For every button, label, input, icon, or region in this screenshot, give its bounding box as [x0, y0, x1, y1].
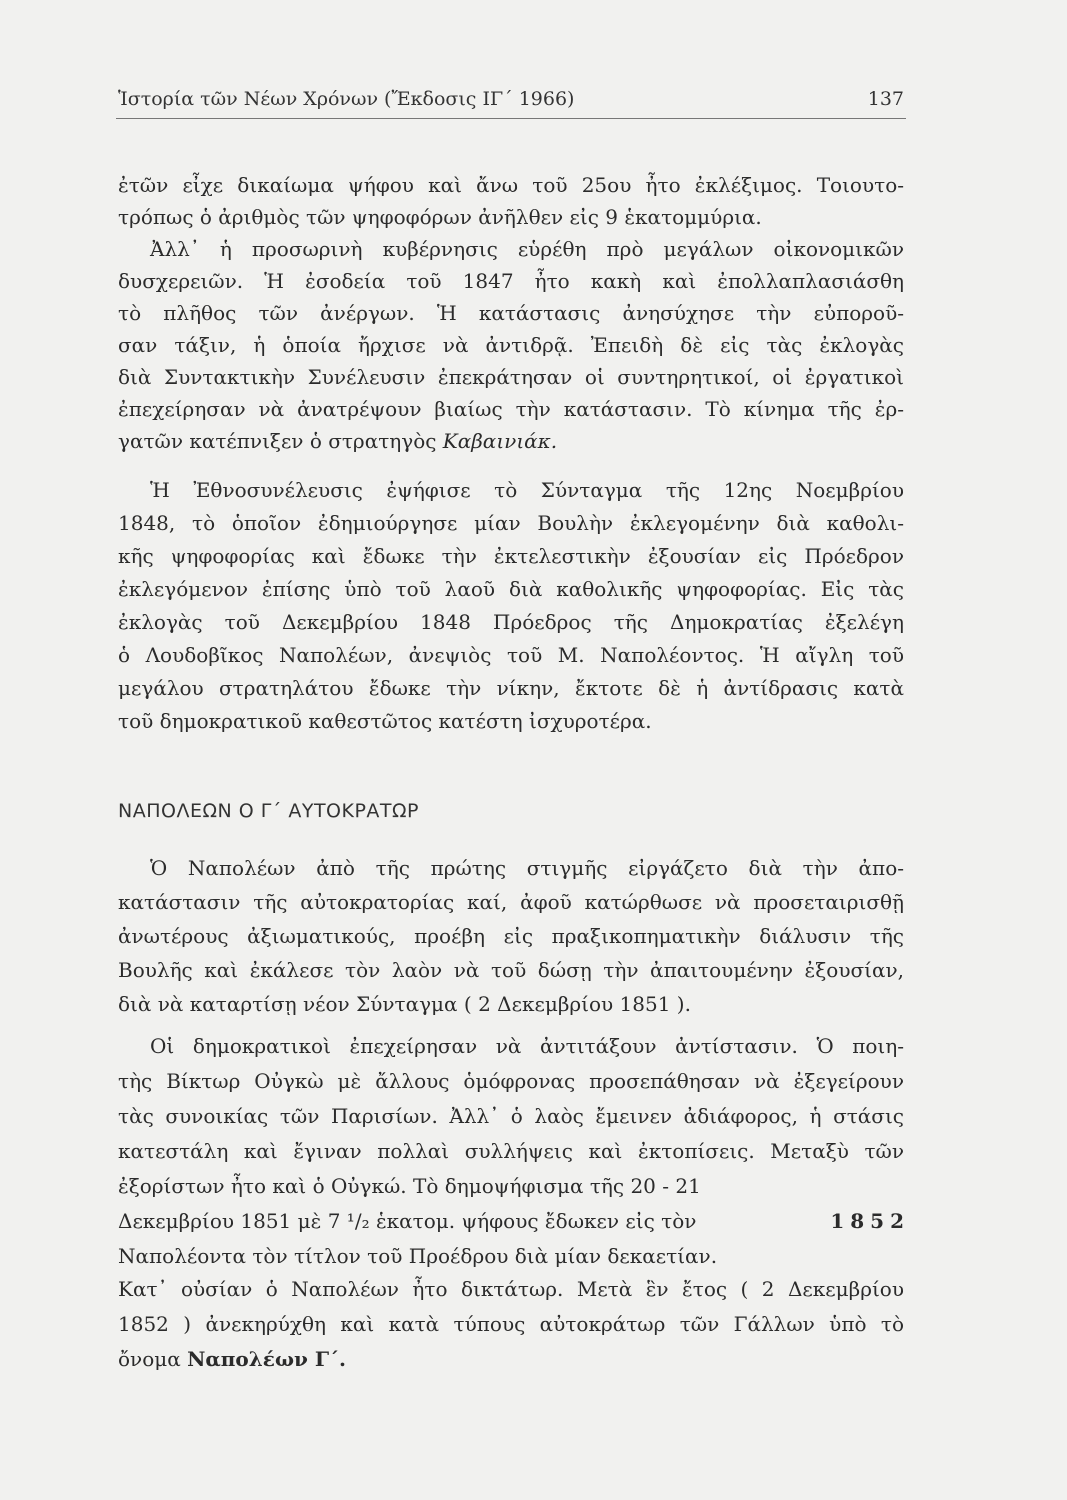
- text-fragment: Δεκεμβρίου 1851 μὲ 7 ¹/₂ ἑκατομ. ψήφους ἔδωκεν εἰς τὸν: [118, 1209, 697, 1233]
- text-line: 1852 ) ἀνεκηρύχθη καὶ κατὰ τύπους αὐτοκράτωρ τῶν Γάλλων ὑπὸ τὸ: [118, 1312, 904, 1336]
- text-line: κατάστασιν τῆς αὐτοκρατορίας καί, ἀφοῦ κατώρθωσε νὰ προσεταιρισθῇ: [118, 890, 904, 914]
- page-number: 137: [867, 88, 904, 110]
- text-line: τοῦ δημοκρατικοῦ καθεστῶτος κατέστη ἰσχυροτέρα.: [118, 709, 652, 733]
- text-line: διὰ Συντακτικὴν Συνέλευσιν ἐπεκράτησαν οἱ συντηρητικοί, οἱ ἐργατικοὶ: [118, 365, 904, 389]
- text-line: μεγάλου στρατηλάτου ἔδωκε τὴν νίκην, ἔκτοτε δὲ ἡ ἀντίδρασις κατὰ: [118, 676, 904, 700]
- text-line: Βουλῆς καὶ ἐκάλεσε τὸν λαὸν νὰ τοῦ δώσῃ τὴν ἀπαιτουμένην ἐξουσίαν,: [118, 958, 904, 982]
- text-line: ἀνωτέρους ἀξιωματικούς, προέβη εἰς πραξικοπηματικὴν διάλυσιν τῆς: [118, 924, 904, 948]
- text-line: Ἡ Ἐθνοσυνέλευσις ἐψήφισε τὸ Σύνταγμα τῆς 12ης Νοεμβρίου: [150, 478, 904, 502]
- header-rule: [116, 118, 906, 119]
- text-line: ὁ Λουδοβῖκος Ναπολέων, ἀνεψιὸς τοῦ Μ. Ναπολέοντος. Ἡ αἴγλη τοῦ: [118, 643, 904, 667]
- text-line: [118, 1206, 910, 1236]
- text-line: κατεστάλη καὶ ἔγιναν πολλαὶ συλλήψεις καὶ ἐκτοπίσεις. Μεταξὺ τῶν: [118, 1139, 904, 1163]
- text-line: ἐξορίστων ἦτο καὶ ὁ Οὐγκώ. Τὸ δημοψήφισμα τῆς 20 - 21: [118, 1174, 701, 1198]
- text-line: δυσχερειῶν. Ἡ ἐσοδεία τοῦ 1847 ἦτο κακὴ καὶ ἐπολλαπλασιάσθη: [118, 269, 904, 293]
- text-line: τὸ πλῆθος τῶν ἀνέργων. Ἡ κατάστασις ἀνησύχησε τὴν εὐποροῦ-: [118, 301, 904, 325]
- text-line: διὰ νὰ καταρτίσῃ νέον Σύνταγμα ( 2 Δεκεμβρίου 1851 ).: [118, 992, 691, 1016]
- text-line: κῆς ψηφοφορίας καὶ ἔδωκε τὴν ἐκτελεστικὴν ἐξουσίαν εἰς Πρόεδρον: [118, 544, 904, 568]
- text-line: τὴς Βίκτωρ Οὐγκὼ μὲ ἄλλους ὁμόφρονας προσεπάθησαν νὰ ἐξεγείρουν: [118, 1069, 904, 1093]
- text-line: Κατ᾽ οὐσίαν ὁ Ναπολέων ἦτο δικτάτωρ. Μετὰ ἓν ἔτος ( 2 Δεκεμβρίου: [118, 1277, 904, 1301]
- text-fragment: γατῶν κατέπνιξεν ὁ στρατηγὸς: [118, 429, 437, 453]
- text-line: Ὁ Ναπολέων ἀπὸ τῆς πρώτης στιγμῆς εἰργάζετο διὰ τὴν ἀπο-: [150, 856, 904, 880]
- text-line: ἐκλεγόμενον ἐπίσης ὑπὸ τοῦ λαοῦ διὰ καθολικῆς ψηφοφορίας. Εἰς τὰς: [118, 577, 904, 601]
- margin-year: 1852: [830, 1209, 910, 1233]
- running-head-title: Ἱστορία τῶν Νέων Χρόνων (Ἔκδοσις ΙΓ΄ 1966): [118, 88, 575, 110]
- text-line: Ἀλλ᾽ ἡ προσωρινὴ κυβέρνησις εὑρέθη πρὸ μεγάλων οἰκονομικῶν: [150, 237, 904, 261]
- text-line: ἐπεχείρησαν νὰ ἀνατρέψουν βιαίως τὴν κατάστασιν. Τὸ κίνημα τῆς ἐρ-: [118, 397, 904, 421]
- running-head: [118, 86, 904, 112]
- text-line: 1848, τὸ ὁποῖον ἐδημιούργησε μίαν Βουλὴν ἐκλεγομένην διὰ καθολι-: [118, 511, 904, 535]
- text-line: Ναπολέοντα τὸν τίτλον τοῦ Προέδρου διὰ μίαν δεκαετίαν.: [118, 1244, 718, 1268]
- text-line: [118, 426, 904, 456]
- text-line: τρόπως ὁ ἀριθμὸς τῶν ψηφοφόρων ἀνῆλθεν εἰς 9 ἑκατομμύρια.: [118, 205, 762, 229]
- text-fragment: ὄνομα: [118, 1347, 181, 1371]
- text-line: σαν τάξιν, ἡ ὁποία ἤρχισε νὰ ἀντιδρᾷ. Ἐπειδὴ δὲ εἰς τὰς ἐκλογὰς: [118, 333, 904, 357]
- emperor-name: Ναπολέων Γ΄.: [187, 1347, 346, 1371]
- text-line: [118, 1344, 904, 1374]
- text-line: τὰς συνοικίας τῶν Παρισίων. Ἀλλ᾽ ὁ λαὸς ἔμεινεν ἀδιάφορος, ἡ στάσις: [118, 1104, 904, 1128]
- text-line: ἐκλογὰς τοῦ Δεκεμβρίου 1848 Πρόεδρος τῆς Δημοκρατίας ἐξελέγη: [118, 610, 904, 634]
- text-line: Οἱ δημοκρατικοὶ ἐπεχείρησαν νὰ ἀντιτάξουν ἀντίστασιν. Ὁ ποιη-: [150, 1034, 904, 1058]
- text-line: ἐτῶν εἶχε δικαίωμα ψήφου καὶ ἄνω τοῦ 25ου ἦτο ἐκλέξιμος. Τοιουτο-: [118, 173, 904, 197]
- person-name: Καβαινιάκ.: [442, 429, 558, 453]
- section-title: ΝΑΠΟΛΕΩΝ Ο Γ΄ ΑΥΤΟΚΡΑΤΩΡ: [118, 800, 420, 822]
